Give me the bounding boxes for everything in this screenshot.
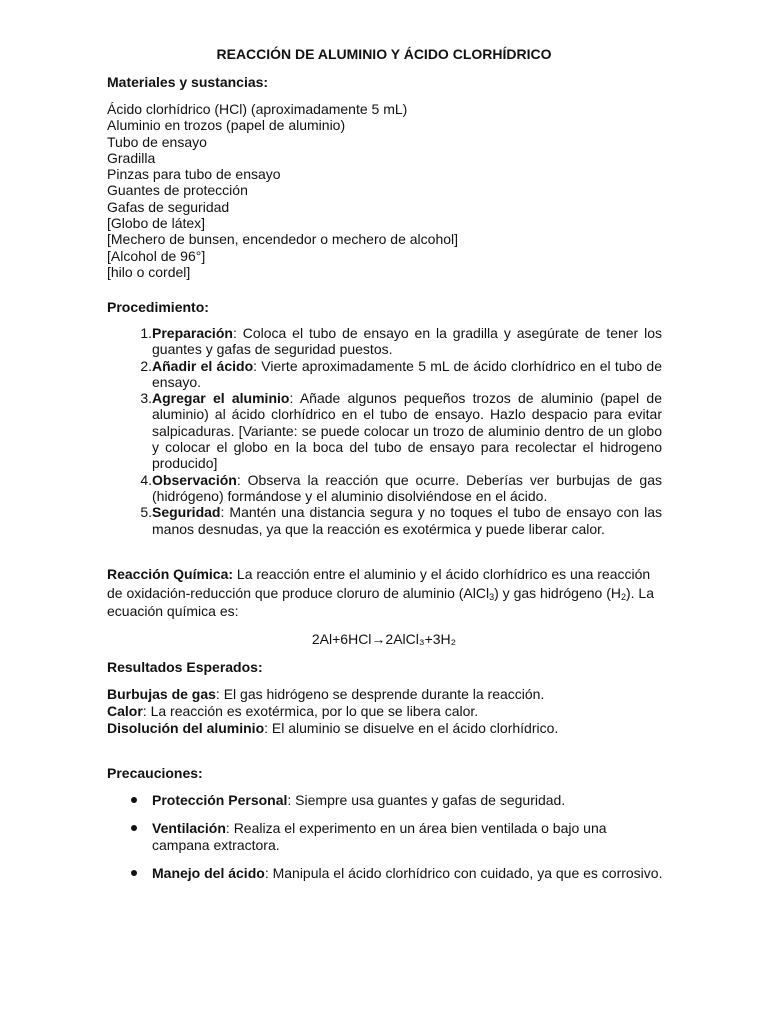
bullet-icon: [107, 792, 152, 809]
step-term: Preparación: [152, 325, 233, 341]
precaution-text: : Siempre usa guantes y gafas de seguridad.: [287, 792, 566, 808]
step-number: 4.: [140, 471, 152, 488]
subscript: 3: [489, 591, 495, 602]
result-item: [107, 720, 558, 737]
result-term: Disolución del aluminio: [107, 720, 265, 736]
material-item: [Globo de látex]: [107, 215, 206, 232]
material-item: Gafas de seguridad: [107, 198, 230, 215]
subscript: 2: [620, 591, 626, 602]
step-text: : Mantén una distancia segura y no toques el tubo de ensayo con las manos desnudas, ya que la reacción es exotérmica y puede liberar calor.: [152, 504, 662, 537]
material-item: [Mechero de bunsen, encendedor o mechero de alcohol]: [107, 231, 459, 248]
result-term: Calor: [107, 703, 143, 719]
precautions-heading: Precauciones:: [107, 765, 203, 781]
precaution-term: Protección Personal: [152, 792, 288, 808]
result-text: : La reacción es exotérmica, por lo que se libera calor.: [142, 703, 479, 719]
procedure-step: [107, 504, 662, 537]
reaction-text: ). La ecuación química es:: [107, 584, 654, 619]
material-item: [hilo o cordel]: [107, 263, 191, 280]
precaution-item: [107, 792, 667, 809]
bullet-icon: [107, 865, 152, 882]
precaution-text: : Realiza el experimento en un área bien ventilada o bajo una campana extractora.: [152, 820, 607, 853]
reaction-term: Reacción Química:: [107, 566, 234, 582]
procedure-step: [107, 325, 662, 358]
step-term: Seguridad: [152, 504, 221, 521]
results-list: [107, 686, 558, 737]
step-text: : Vierte aproximadamente 5 mL de ácido clorhídrico en el tubo de ensayo.: [152, 357, 662, 390]
chemical-equation: 2Al+6HCl→2AlCl₃+3H₂: [311, 631, 457, 647]
step-number: 3.: [140, 390, 152, 407]
reaction-text: La reacción entre el aluminio y el ácido clorhídrico es una reacción de oxidación-reducción que produce cloruro de aluminio (AlCl: [107, 566, 651, 601]
material-item: Pinzas para tubo de ensayo: [107, 166, 281, 183]
step-number: 5.: [140, 504, 152, 521]
step-text: : Observa la reacción que ocurre. Deberías ver burbujas de gas (hidrógeno) formándose y el aluminio disolviéndose en el ácido.: [152, 471, 662, 504]
materials-heading: Materiales y sustancias:: [107, 74, 269, 90]
step-number: 1.: [140, 325, 152, 341]
reaction-text: ) y gas hidrógeno (H: [494, 584, 621, 601]
results-heading: Resultados Esperados:: [107, 659, 263, 675]
result-term: Burbujas de gas: [107, 686, 216, 702]
procedure-step: [107, 358, 662, 391]
procedure-step: [107, 390, 662, 471]
result-text: : El aluminio se disuelve en el ácido clorhídrico.: [264, 720, 559, 736]
document-title: REACCIÓN DE ALUMINIO Y ÁCIDO CLORHÍDRICO: [216, 46, 552, 62]
result-item: [107, 703, 558, 720]
bullet-icon: [107, 820, 152, 853]
reaction-paragraph: [107, 565, 667, 621]
step-text: : Coloca el tubo de ensayo en la gradilla y asegúrate de tener los guantes y gafas de seguridad puestos.: [152, 325, 662, 358]
material-item: Ácido clorhídrico (HCl) (aproximadamente 5 mL): [107, 101, 408, 117]
material-item: [Alcohol de 96°]: [107, 247, 206, 264]
material-item: Gradilla: [107, 149, 156, 166]
procedure-list: [107, 325, 662, 537]
material-item: Tubo de ensayo: [107, 133, 207, 150]
procedure-heading: Procedimiento:: [107, 299, 209, 315]
step-text: : Añade algunos pequeños trozos de aluminio (papel de aluminio) al ácido clorhídrico en el tubo de ensayo. Hazlo despacio para evitar salpicaduras. [Variante: se puede colocar un trozo de aluminio dentro de un globo y colocar el globo en la boca del tubo de ensayo para recolectar el hidrogeno producido]: [152, 390, 662, 472]
result-text: : El gas hidrógeno se desprende durante la reacción.: [215, 686, 545, 702]
precaution-term: Ventilación: [152, 820, 226, 836]
material-item: Aluminio en trozos (papel de aluminio): [107, 117, 346, 134]
procedure-step: [107, 472, 662, 505]
step-term: Observación: [152, 471, 237, 488]
step-term: Añadir el ácido: [152, 357, 254, 374]
step-term: Agregar el aluminio: [152, 390, 290, 407]
precaution-term: Manejo del ácido: [152, 865, 265, 881]
material-item: Guantes de protección: [107, 182, 248, 199]
precaution-text: : Manipula el ácido clorhídrico con cuidado, ya que es corrosivo.: [264, 865, 663, 881]
precaution-item: [107, 865, 667, 882]
precaution-item: [107, 820, 667, 853]
step-number: 2.: [140, 357, 152, 374]
result-item: [107, 686, 558, 703]
materials-list: [107, 101, 458, 280]
